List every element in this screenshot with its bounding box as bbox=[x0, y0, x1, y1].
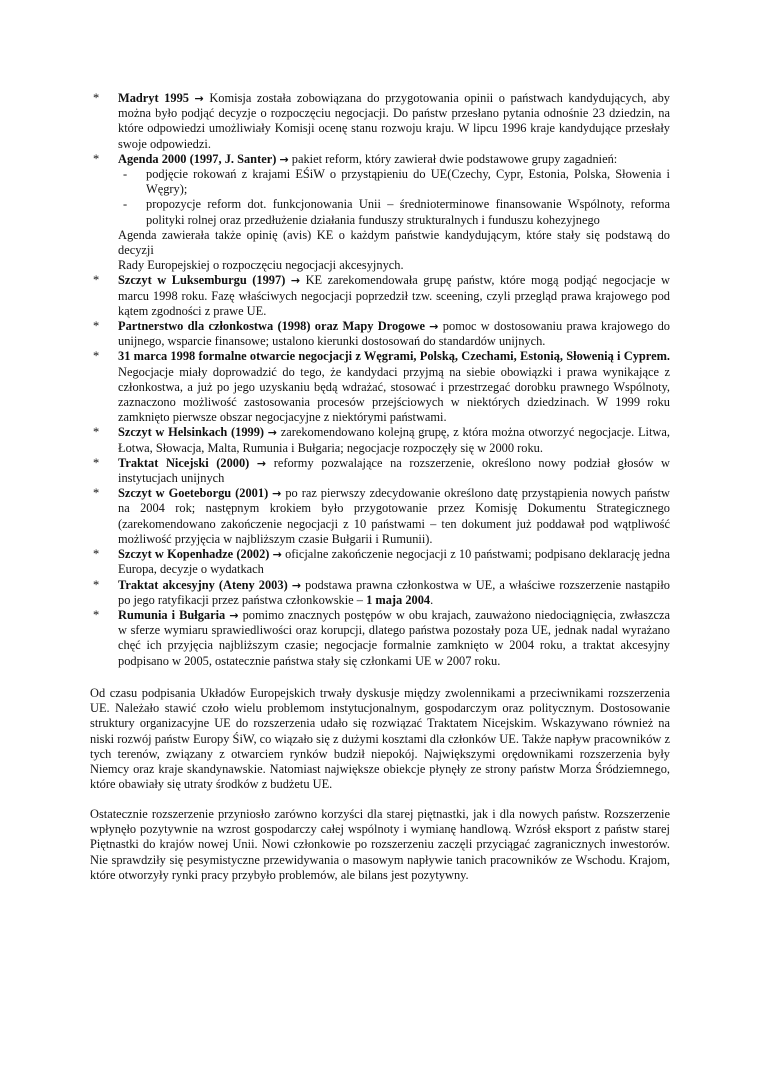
agenda-note: Rady Europejskiej o rozpoczęciu negocjacji akcesyjnych. bbox=[118, 258, 404, 273]
bullet-star: * bbox=[93, 319, 100, 334]
item-title: Szczyt w Kopenhadze (2002) bbox=[118, 547, 270, 562]
list-item-goeteborg bbox=[90, 486, 670, 547]
list-item-kopenhaga bbox=[90, 547, 670, 577]
bullet-star: * bbox=[93, 486, 100, 501]
arrow-right-icon: → bbox=[290, 274, 301, 288]
arrow-right-icon: → bbox=[272, 548, 282, 562]
bullet-star: * bbox=[93, 425, 100, 440]
list-item-traktat-nicejski bbox=[90, 456, 670, 486]
item-text: pakiet reform, który zawierał dwie podstawowe grupy zagadnień: bbox=[291, 151, 618, 166]
arrow-right-icon: → bbox=[194, 92, 204, 105]
bullet-star: * bbox=[93, 273, 100, 288]
body-paragraph-conclusion: Ostatecznie rozszerzenie przyniosło zarówno korzyści dla starej piętnastki, jak i dla nowych państw. Rozszerzenie wpłynęło pozytywnie na wzrost gospodarczy całej wspólnoty i wymianę handlową. Wzrósł eksport z państw starej Piętnastki do krajów nowej Unii. Nowi członkowie po rozszerzeniu zaczęli przyciągać zagranicznych inwestorów. Nie sprawdziły się pesymistyczne przewidywania o masowym napływie tanich pracowników ze Wschodu. Krajom, które otworzyły rynki pracy przybyło problemów, ale bilans jest pozytywny. bbox=[90, 807, 670, 882]
item-title: Madryt 1995 bbox=[118, 91, 189, 105]
list-item-helsinki bbox=[90, 425, 670, 455]
list-item-madryt bbox=[90, 91, 670, 152]
dash-bullet: - bbox=[123, 167, 128, 182]
sub-item-text: propozycje reform dot. funkcjonowania Unii – średnioterminowe finansowanie Wspólnoty, reforma polityki rolnej oraz przedłużenie działania funduszy strukturalnych i funduszu kohezyjnego bbox=[146, 197, 670, 227]
list-item-agenda-2000 bbox=[90, 152, 670, 274]
arrow-right-icon: → bbox=[256, 456, 267, 470]
sub-item-text: podjęcie rokowań z krajami EŚiW o przystąpieniu do UE(Czechy, Cypr, Estonia, Polska, Słowenia i Węgry); bbox=[146, 167, 670, 197]
item-title: Agenda 2000 (1997, J. Santer) bbox=[118, 151, 277, 166]
item-text: Komisja została zobowiązana do przygotowania opinii o państwach kandydujących, aby można było podjąć decyzje o rozpoczęciu negocjacji. Do państw przesłano pytania odnośnie 23 dziedzin, na które odpowiedzi umożliwiały Komisji ocenę stanu rozwoju kraju. W lipcu 1996 kraje kandydujące przesłały swoje odpowiedzi. bbox=[118, 91, 670, 151]
bullet-star: * bbox=[93, 91, 100, 105]
agenda-note: Agenda zawierała także opinię (avis) KE o każdym państwie kandydującym, które stały się podstawą do decyzji bbox=[118, 227, 670, 258]
item-title: 31 marca 1998 formalne otwarcie negocjacji z Węgrami, Polską, Czechami, Estonią, Słowenią i Cyprem. bbox=[118, 349, 670, 364]
item-title: Traktat Nicejski (2000) bbox=[118, 455, 250, 470]
item-text: pomoc w dostosowaniu prawa krajowego do unijnego, wsparcie finansowe; ustalono kierunki dostosowań do standardów unijnych. bbox=[118, 319, 670, 349]
item-title: Partnerstwo dla członkostwa (1998) oraz Mapy Drogowe bbox=[118, 319, 425, 334]
list-item-rumunia-bulgaria bbox=[90, 608, 670, 669]
item-title: Traktat akcesyjny (Ateny 2003) bbox=[118, 577, 288, 592]
arrow-right-icon: → bbox=[429, 320, 439, 334]
body-paragraph-debate: Od czasu podpisania Układów Europejskich trwały dyskusje między zwolennikami a przeciwnikami rozszerzenia UE. Należało stawić czoło wielu problemom instytucjonalnym, gospodarczym oraz politycznym. Dostosowanie struktury organizacyjne UE do rozszerzenia udało się rozwiązać Traktatem Nicejskim. Wskazywano również na niski rozwój państw Europy ŚiW, co wiązało się z dużymi kosztami dla członków UE. Także napływ pracowników z tych terenów, związany z otwarciem rynków budził niepokój. Największymi orędownikami rozszerzenia były Niemcy oraz kraje skandynawskie. Natomiast największe obiekcje płynęły ze strony państw Morza Śródziemnego, które obawiały się utraty środków z budżetu UE. bbox=[90, 686, 670, 792]
list-item-partnerstwo bbox=[90, 319, 670, 349]
list-item-luksemburg bbox=[90, 273, 670, 319]
item-title: Rumunia i Bułgaria bbox=[118, 607, 226, 622]
item-title: Szczyt w Luksemburgu (1997) bbox=[118, 273, 286, 288]
bullet-star: * bbox=[93, 151, 100, 166]
sub-list-item bbox=[118, 167, 670, 197]
item-text: zarekomendowano kolejną grupę, z która można otworzyć negocjacje. Litwa, Łotwa, Słowacja, Malta, Rumunia i Bułgaria; negocjacje rozpoczęły się w 2000 roku. bbox=[118, 425, 670, 455]
accession-date: 1 maja 2004 bbox=[366, 592, 431, 607]
arrow-right-icon: → bbox=[272, 487, 282, 501]
enlargement-timeline-list bbox=[90, 91, 670, 669]
item-title: Szczyt w Helsinkach (1999) bbox=[118, 425, 265, 440]
dash-bullet: - bbox=[123, 197, 128, 212]
item-text: pomimo znacznych postępów w obu krajach, zauważono niedociągnięcia, zwłaszcza w sferze wymiaru sprawiedliwości oraz korupcji, dlatego państwa pozostały poza UE, jednak nadal wyrażano chęć ich przyjęcia najbliższym czasie; negocjacje formalnie zamknięto w 2004 roku, a traktat akcesyjny podpisano w 2005, ostatecznie państwa stały się członkami UE w 2007 roku. bbox=[118, 607, 670, 668]
item-text: po raz pierwszy zdecydowanie określono datę przystąpienia nowych państw na 2004 rok; następnym krokiem było przygotowanie przez Komisję Dokumentu Strategicznego (zarekomendowano zakończenie negocjacji z 10 państwami – ten dokument już poddawał pod wątpliwość możliwość przyjęcia w najbliższym czasie Bułgarii i Rumunii). bbox=[118, 486, 671, 546]
item-text: Negocjacje miały doprowadzić do tego, że kandydaci przyjmą na siebie obowiązki i prawa wynikające z członkostwa, a już po jego uzyskaniu będą wdrażać, stosować i przestrzegać dorobku prawnego Wspólnoty, zaznaczono możliwość zastosowania procesów przejściowych w niektórych dziedzinach. W 1999 roku zamknięto pierwsze obszar negocjacyjne z niektórymi państwami. bbox=[118, 364, 670, 425]
bullet-star: * bbox=[93, 455, 100, 470]
item-text: KE zarekomendowała grupę państw, które mogą podjąć negocjacje w marcu 1998 roku. Fazę właściwych negocjacji poprzedził tzw. sceening, czyli przegląd prawa krajowego pod kątem zgodności z prawe UE. bbox=[118, 273, 670, 318]
item-text: oficjalne zakończenie negocjacji z 10 państwami; podpisano deklarację jedna Europa, decyzje o wydatkach bbox=[118, 547, 670, 577]
bullet-star: * bbox=[93, 607, 100, 622]
list-item-otwarcie-negocjacji bbox=[90, 349, 670, 425]
arrow-right-icon: → bbox=[267, 426, 277, 440]
item-text: podstawa prawna członkostwa w UE, a właściwe rozszerzenie nastąpiło po jego ratyfikacji przez państwa członkowskie – bbox=[118, 577, 670, 607]
arrow-right-icon: → bbox=[229, 608, 239, 622]
bullet-star: * bbox=[93, 547, 100, 562]
arrow-right-icon: → bbox=[291, 578, 302, 592]
item-title: Szczyt w Goeteborgu (2001) bbox=[118, 486, 269, 501]
bullet-star: * bbox=[93, 577, 100, 592]
agenda-sub-list bbox=[118, 167, 670, 228]
list-item-traktat-akcesyjny bbox=[90, 578, 670, 608]
item-text-end: . bbox=[430, 592, 434, 607]
item-text: reformy pozwalające na rozszerzenie, określono nowy podział głosów w instytucjach unijnych bbox=[118, 455, 670, 486]
bullet-star: * bbox=[93, 349, 100, 364]
sub-list-item bbox=[118, 197, 670, 227]
arrow-right-icon: → bbox=[279, 152, 289, 166]
